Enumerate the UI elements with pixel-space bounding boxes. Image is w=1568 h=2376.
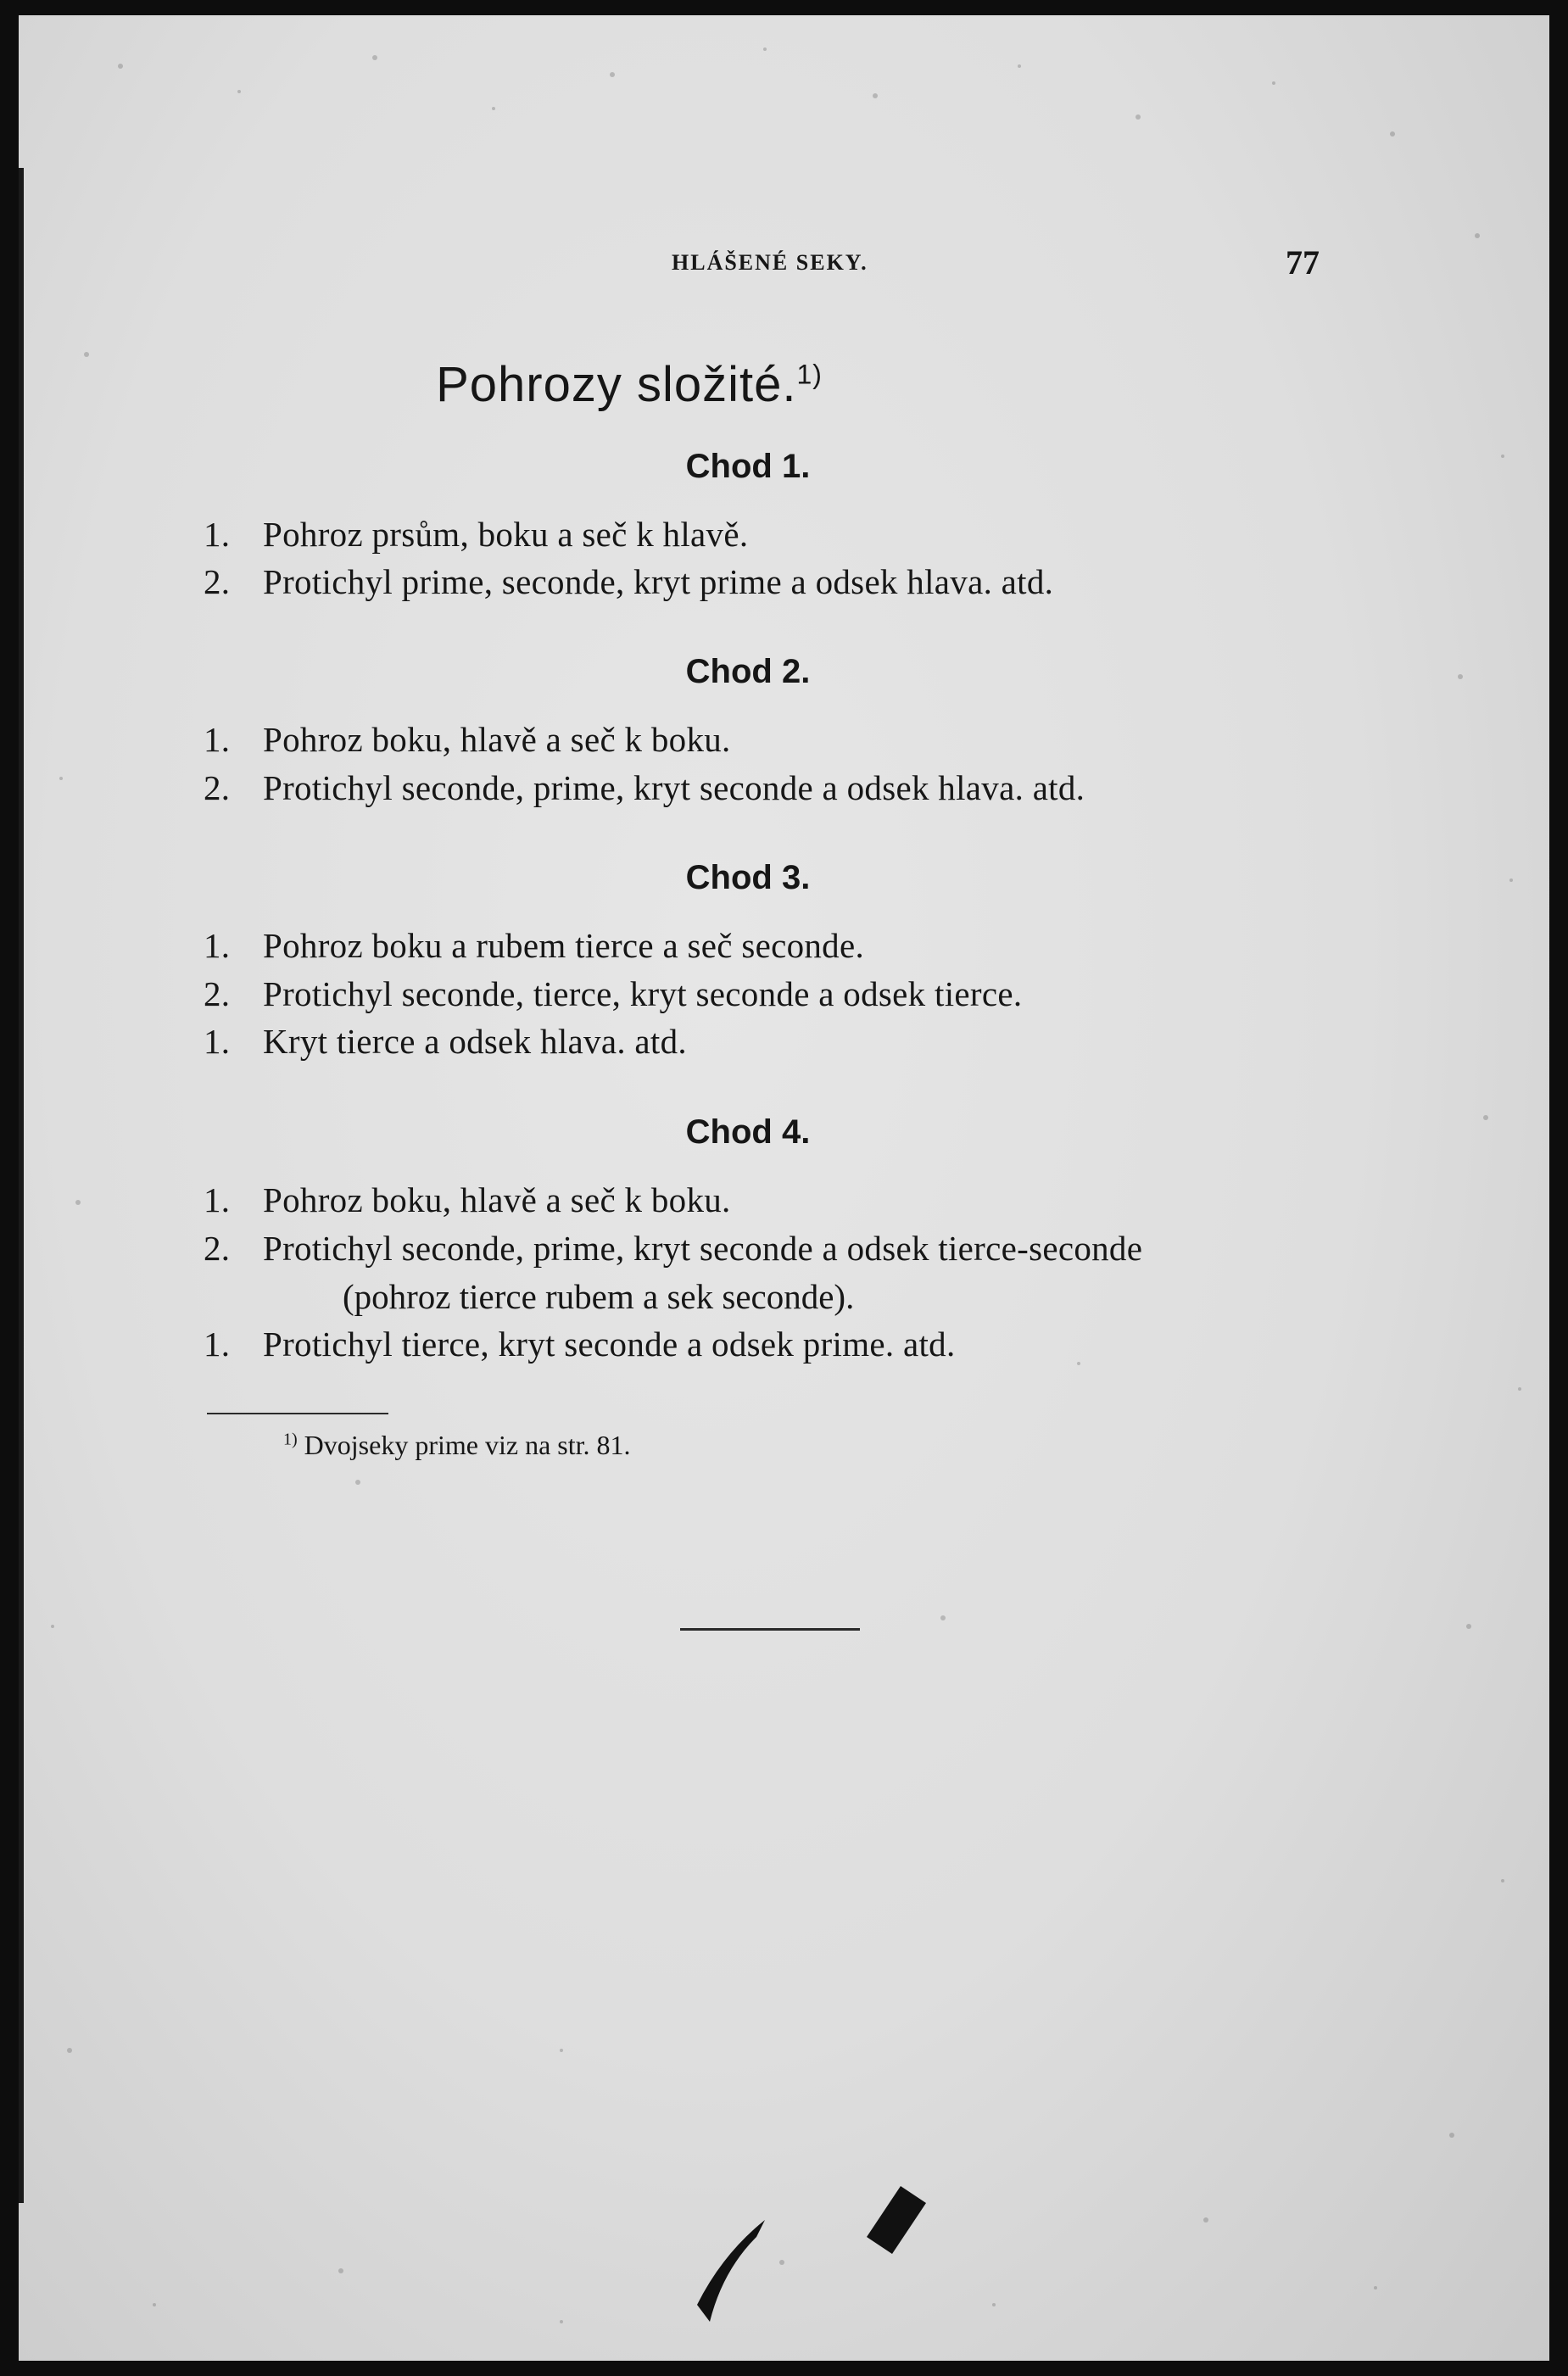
item-number: 2.	[204, 1229, 231, 1268]
list-item	[204, 514, 748, 555]
item-text: Pohroz boku a rubem tierce a seč seconde.	[263, 926, 865, 965]
item-text: Pohroz boku, hlavě a seč k boku.	[263, 1180, 731, 1219]
footnote-marker: 1)	[283, 1430, 298, 1449]
item-number: 2.	[204, 768, 231, 807]
section-heading: Chod 3.	[685, 859, 811, 896]
item-text: Protichyl tierce, kryt seconde a odsek prime. atd.	[263, 1325, 956, 1364]
list-item	[204, 1021, 687, 1062]
list-item	[204, 1228, 1142, 1269]
page-title	[27, 356, 1231, 413]
item-text: Protichyl seconde, prime, kryt seconde a odsek hlava. atd.	[263, 768, 1085, 807]
list-item	[204, 767, 1085, 808]
item-text: Pohroz boku, hlavě a seč k boku.	[263, 720, 731, 759]
page-number: 77	[1286, 243, 1320, 282]
item-number: 1.	[204, 515, 231, 554]
item-number: 1.	[204, 926, 231, 965]
end-divider	[680, 1628, 860, 1631]
item-number: 2.	[204, 974, 231, 1013]
item-text: Protichyl prime, seconde, kryt prime a odsek hlava. atd.	[263, 562, 1054, 601]
item-text: Protichyl seconde, prime, kryt seconde a odsek tierce-seconde	[263, 1229, 1143, 1268]
item-text: Kryt tierce a odsek hlava. atd.	[263, 1022, 687, 1061]
list-item	[204, 925, 864, 966]
item-number: 1.	[204, 720, 231, 759]
item-number: 1.	[204, 1180, 231, 1219]
section-heading: Chod 4.	[685, 1113, 811, 1151]
item-number: 2.	[204, 562, 231, 601]
list-item	[204, 1180, 731, 1220]
list-item	[204, 719, 731, 760]
footnote-text: Dvojseky prime viz na str. 81.	[304, 1430, 631, 1460]
list-item	[204, 1324, 956, 1364]
section-heading: Chod 2.	[685, 653, 811, 690]
running-head: HLÁŠENÉ SEKY.	[672, 250, 868, 275]
list-item-continuation: (pohroz tierce rubem a sek seconde).	[343, 1277, 855, 1316]
item-text: Pohroz prsům, boku a seč k hlavě.	[263, 515, 749, 554]
list-item	[204, 561, 1053, 602]
item-text: Protichyl seconde, tierce, kryt seconde a odsek tierce.	[263, 974, 1023, 1013]
item-number: 1.	[204, 1325, 231, 1364]
footnote	[283, 1430, 631, 1461]
list-item	[204, 973, 1022, 1014]
title-text: Pohrozy složité.	[436, 357, 797, 412]
footnote-divider	[207, 1413, 388, 1414]
book-page	[19, 15, 1549, 2361]
section-heading: Chod 1.	[685, 448, 811, 485]
item-number: 1.	[204, 1022, 231, 1061]
title-footnote-marker: 1)	[796, 359, 823, 390]
